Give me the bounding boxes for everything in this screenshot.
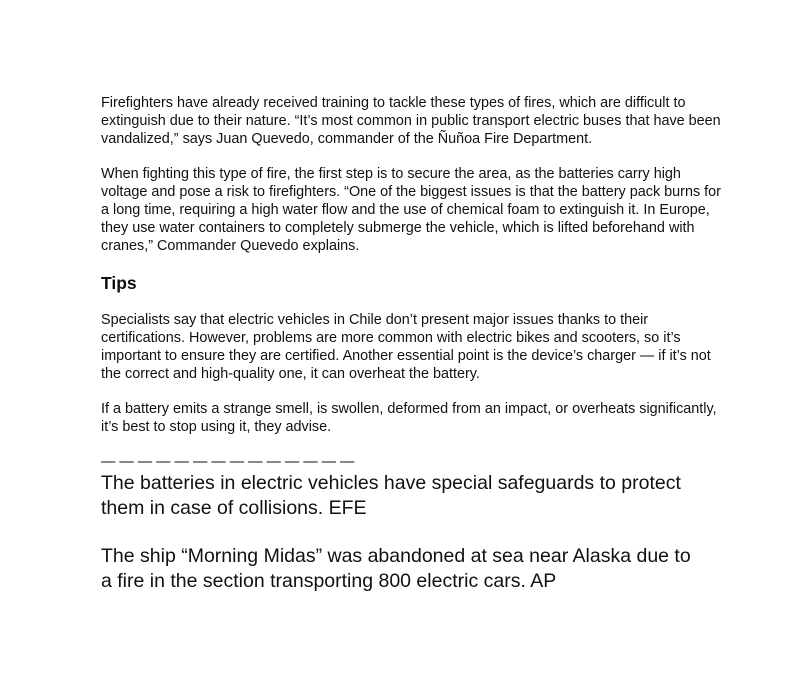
section-divider: — — — — — — — — — — — — — — bbox=[101, 454, 355, 470]
photo-caption: The batteries in electric vehicles have special safeguards to protect them in case of collisions. EFE bbox=[101, 472, 681, 519]
tips-heading: Tips bbox=[101, 273, 137, 293]
photo-caption: The ship “Morning Midas” was abandoned at sea near Alaska due to a fire in the section transporting 800 electric cars. AP bbox=[101, 545, 691, 592]
article-body bbox=[101, 94, 721, 617]
tips-paragraph: If a battery emits a strange smell, is swollen, deformed from an impact, or overheats significantly, it’s best to stop using it, they advise. bbox=[101, 401, 717, 435]
tips-paragraph: Specialists say that electric vehicles in Chile don’t present major issues thanks to their certifications. However, problems are more common with electric bikes and scooters, so it’s important to ensure they are certified. Another essential point is the device’s charger — if it’s not the correct and high-quality one, it can overheat the battery. bbox=[101, 312, 711, 382]
article-paragraph: When fighting this type of fire, the first step is to secure the area, as the batteries carry high voltage and pose a risk to firefighters. “One of the biggest issues is that the battery pack burns for a long time, requiring a high water flow and the use of chemical foam to extinguish it. In Europe, they use water containers to completely submerge the vehicle, which is lifted beforehand with cranes,” Commander Quevedo explains. bbox=[101, 166, 721, 254]
article-paragraph: Firefighters have already received training to tackle these types of fires, which are difficult to extinguish due to their nature. “It’s most common in public transport electric buses that have been vandalized,” says Juan Quevedo, commander of the Ñuñoa Fire Department. bbox=[101, 95, 721, 147]
